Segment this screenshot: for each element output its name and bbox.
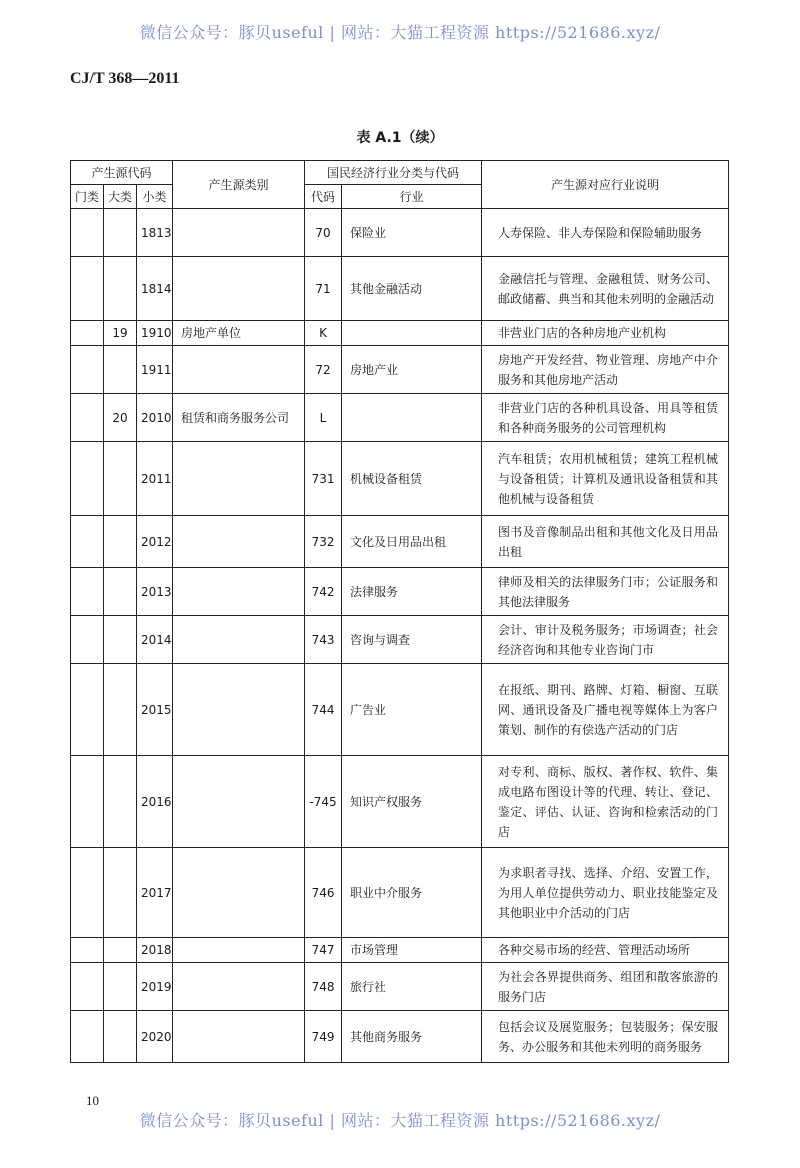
cell-minor: 2014 — [137, 616, 173, 664]
table-body — [71, 209, 729, 1063]
header-source-code: 产生源代码 — [71, 161, 173, 185]
header-row-1 — [71, 161, 729, 185]
industry-classification-table — [70, 160, 729, 1063]
header-source-category: 产生源类别 — [173, 161, 305, 209]
cell-major — [104, 848, 137, 938]
cell-code: 70 — [305, 209, 342, 257]
cell-door — [71, 1011, 104, 1063]
cell-door — [71, 209, 104, 257]
cell-major — [104, 756, 137, 848]
standard-code: CJ/T 368—2011 — [70, 70, 180, 87]
cell-door — [71, 848, 104, 938]
cell-door — [71, 394, 104, 442]
table-row — [71, 963, 729, 1011]
cell-industry: 其他金融活动 — [342, 257, 482, 321]
cell-door — [71, 568, 104, 616]
cell-major: 20 — [104, 394, 137, 442]
cell-category — [173, 848, 305, 938]
cell-category: 租赁和商务服务公司 — [173, 394, 305, 442]
watermark-top: 微信公众号：豚贝useful | 网站：大猫工程资源 https://521686.xyz/ — [139, 23, 661, 42]
table-row — [71, 568, 729, 616]
cell-code: 748 — [305, 963, 342, 1011]
cell-industry: 机械设备租赁 — [342, 442, 482, 516]
cell-minor: 2010 — [137, 394, 173, 442]
cell-description: 非营业门店的各种机具设备、用具等租赁和各种商务服务的公司管理机构 — [482, 394, 729, 442]
cell-industry: 市场管理 — [342, 938, 482, 963]
cell-major — [104, 346, 137, 394]
table-row — [71, 394, 729, 442]
cell-code: 742 — [305, 568, 342, 616]
table-row — [71, 664, 729, 756]
cell-category — [173, 442, 305, 516]
cell-minor: 1910 — [137, 321, 173, 346]
cell-door — [71, 442, 104, 516]
cell-minor: 2015 — [137, 664, 173, 756]
cell-door — [71, 321, 104, 346]
cell-industry: 保险业 — [342, 209, 482, 257]
header-code: 代码 — [305, 185, 342, 209]
page-number: 10 — [86, 1093, 99, 1108]
table-row — [71, 516, 729, 568]
cell-description: 汽车租赁；农用机械租赁；建筑工程机械与设备租赁；计算机及通讯设备租赁和其他机械与设备租赁 — [482, 442, 729, 516]
table-row — [71, 209, 729, 257]
cell-description: 人寿保险、非人寿保险和保险辅助服务 — [482, 209, 729, 257]
cell-industry: 房地产业 — [342, 346, 482, 394]
cell-description: 非营业门店的各种房地产业机构 — [482, 321, 729, 346]
cell-door — [71, 938, 104, 963]
cell-minor: 1911 — [137, 346, 173, 394]
cell-category — [173, 963, 305, 1011]
cell-major — [104, 209, 137, 257]
cell-code: 743 — [305, 616, 342, 664]
cell-minor: 1813 — [137, 209, 173, 257]
cell-category — [173, 209, 305, 257]
cell-description: 各种交易市场的经营、管理活动场所 — [482, 938, 729, 963]
cell-major — [104, 616, 137, 664]
cell-door — [71, 257, 104, 321]
header-major: 大类 — [104, 185, 137, 209]
cell-code: 744 — [305, 664, 342, 756]
cell-industry: 职业中介服务 — [342, 848, 482, 938]
cell-industry — [342, 321, 482, 346]
cell-category — [173, 616, 305, 664]
cell-door — [71, 664, 104, 756]
cell-category — [173, 257, 305, 321]
header-minor: 小类 — [137, 185, 173, 209]
cell-category — [173, 516, 305, 568]
cell-industry: 广告业 — [342, 664, 482, 756]
cell-category — [173, 938, 305, 963]
header-description: 产生源对应行业说明 — [482, 161, 729, 209]
header-national-classification: 国民经济行业分类与代码 — [305, 161, 482, 185]
cell-category — [173, 346, 305, 394]
cell-industry: 文化及日用品出租 — [342, 516, 482, 568]
cell-major: 19 — [104, 321, 137, 346]
table-row — [71, 938, 729, 963]
table-row — [71, 1011, 729, 1063]
cell-description: 金融信托与管理、金融租赁、财务公司、邮政储蓄、典当和其他未列明的金融活动 — [482, 257, 729, 321]
cell-industry: 知识产权服务 — [342, 756, 482, 848]
cell-code: L — [305, 394, 342, 442]
cell-description: 图书及音像制品出租和其他文化及日用品出租 — [482, 516, 729, 568]
cell-minor: 2011 — [137, 442, 173, 516]
cell-major — [104, 568, 137, 616]
cell-major — [104, 963, 137, 1011]
cell-minor: 2016 — [137, 756, 173, 848]
header-door: 门类 — [71, 185, 104, 209]
table-row — [71, 346, 729, 394]
table-row — [71, 321, 729, 346]
cell-description: 为社会各界提供商务、组团和散客旅游的服务门店 — [482, 963, 729, 1011]
cell-door — [71, 516, 104, 568]
cell-description: 为求职者寻找、选择、介绍、安置工作，为用人单位提供劳动力、职业技能鉴定及其他职业中介活动的门店 — [482, 848, 729, 938]
cell-code: 731 — [305, 442, 342, 516]
cell-industry: 旅行社 — [342, 963, 482, 1011]
cell-description: 对专利、商标、版权、著作权、软件、集成电路布图设计等的代理、转让、登记、鉴定、评估、认证、咨询和检索活动的门店 — [482, 756, 729, 848]
cell-major — [104, 257, 137, 321]
cell-minor: 2018 — [137, 938, 173, 963]
cell-minor: 2013 — [137, 568, 173, 616]
cell-minor: 2012 — [137, 516, 173, 568]
cell-category: 房地产单位 — [173, 321, 305, 346]
cell-major — [104, 1011, 137, 1063]
cell-industry: 法律服务 — [342, 568, 482, 616]
cell-minor: 1814 — [137, 257, 173, 321]
cell-door — [71, 756, 104, 848]
cell-description: 包括会议及展览服务；包装服务；保安服务、办公服务和其他未列明的商务服务 — [482, 1011, 729, 1063]
cell-industry: 咨询与调查 — [342, 616, 482, 664]
cell-industry: 其他商务服务 — [342, 1011, 482, 1063]
cell-code: K — [305, 321, 342, 346]
cell-industry — [342, 394, 482, 442]
cell-major — [104, 442, 137, 516]
cell-major — [104, 938, 137, 963]
cell-code: 732 — [305, 516, 342, 568]
watermark-bottom: 微信公众号：豚贝useful | 网站：大猫工程资源 https://521686.xyz/ — [139, 1111, 661, 1130]
table-row — [71, 756, 729, 848]
cell-category — [173, 568, 305, 616]
cell-description: 律师及相关的法律服务门市；公证服务和其他法律服务 — [482, 568, 729, 616]
cell-code: 72 — [305, 346, 342, 394]
cell-code: 747 — [305, 938, 342, 963]
table-caption: 表 A.1（续） — [356, 130, 444, 146]
cell-category — [173, 756, 305, 848]
cell-description: 房地产开发经营、物业管理、房地产中介服务和其他房地产活动 — [482, 346, 729, 394]
cell-major — [104, 516, 137, 568]
cell-description: 会计、审计及税务服务；市场调查；社会经济咨询和其他专业咨询门市 — [482, 616, 729, 664]
cell-code: -745 — [305, 756, 342, 848]
cell-code: 749 — [305, 1011, 342, 1063]
cell-category — [173, 664, 305, 756]
cell-category — [173, 1011, 305, 1063]
table-row — [71, 442, 729, 516]
cell-door — [71, 963, 104, 1011]
cell-code: 71 — [305, 257, 342, 321]
cell-minor: 2019 — [137, 963, 173, 1011]
cell-minor: 2020 — [137, 1011, 173, 1063]
cell-major — [104, 664, 137, 756]
table-row — [71, 616, 729, 664]
cell-door — [71, 346, 104, 394]
cell-description: 在报纸、期刊、路牌、灯箱、橱窗、互联网、通讯设备及广播电视等媒体上为客户策划、制作的有偿选产活动的门店 — [482, 664, 729, 756]
table-row — [71, 848, 729, 938]
cell-minor: 2017 — [137, 848, 173, 938]
header-industry: 行业 — [342, 185, 482, 209]
cell-door — [71, 616, 104, 664]
table-row — [71, 257, 729, 321]
cell-code: 746 — [305, 848, 342, 938]
